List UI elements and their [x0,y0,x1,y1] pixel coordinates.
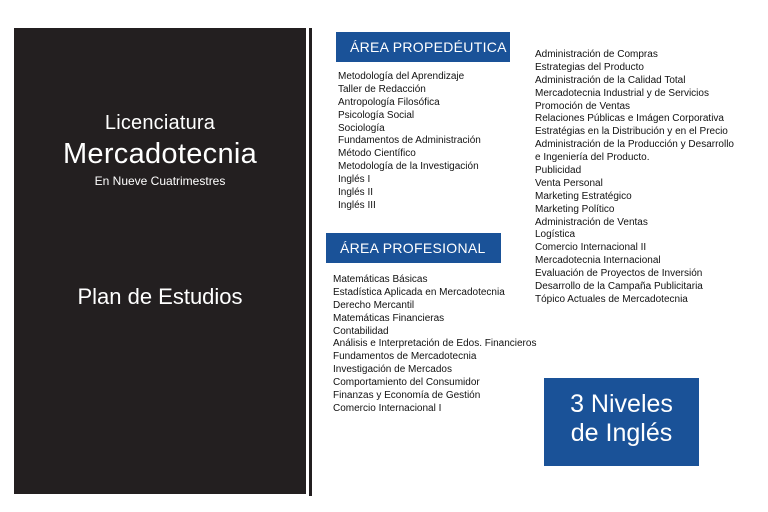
program-title: Mercadotecnia [62,138,258,170]
degree-label: Licenciatura [104,112,216,134]
subject-item: Matemáticas Financieras [333,312,445,324]
vertical-divider [309,28,312,496]
subject-item: Administración de Ventas [535,216,648,228]
subject-item: Evaluación de Proyectos de Inversión [535,268,703,280]
cover-panel [14,28,306,494]
subject-item: Análisis e Interpretación de Edos. Financieros [333,338,537,350]
heading-propedeutica: ÁREA PROPEDÉUTICA [336,32,510,62]
subject-item: Contabilidad [333,325,389,337]
english-levels-badge [544,378,699,466]
subject-item: Fundamentos de Mercadotecnia [333,351,477,363]
plan-title: Plan de Estudios [77,284,243,309]
subject-item: Estrategias del Producto [535,61,644,73]
subject-item: Antropología Filosófica [338,96,440,108]
subject-item: Metodología de la Investigación [338,161,479,173]
subject-item: Método Científico [338,148,416,160]
subject-item: Desarrollo de la Campaña Publicitaria [535,281,703,293]
subject-item: Publicidad [535,165,582,177]
subject-item: Derecho Mercantil [333,299,415,311]
subject-item: Logística [535,229,576,241]
subject-item: Comportamiento del Consumidor [333,377,480,389]
subject-item: Estratégias en la Distribución y en el Precio [535,126,728,138]
subject-item: Tópico Actuales de Mercadotecnia [535,293,688,305]
subject-item: Relaciones Públicas e Imágen Corporativa [535,113,724,125]
subject-item: Promoción de Ventas [535,100,631,112]
profesional-list [333,274,536,416]
subject-item: Comercio Internacional II [535,242,647,254]
subject-item: Marketing Estratégico [535,190,632,202]
subject-item: Sociología [338,122,385,134]
subject-item: Inglés I [338,174,371,186]
subject-item: Finanzas y Economía de Gestión [333,390,481,402]
subject-item: Marketing Político [535,203,615,215]
subject-item: Venta Personal [535,177,603,189]
duration-subtitle: En Nueve Cuatrimestres [94,174,226,188]
subject-item: Matemáticas Básicas [333,274,428,285]
subject-item: Psicología Social [338,109,415,121]
subject-item: Administración de Compras [535,49,658,60]
subject-item: Mercadotecnia Industrial y de Servicios [535,87,709,99]
heading-profesional: ÁREA PROFESIONAL [326,233,501,263]
badge-line-1: 3 Niveles [570,390,673,418]
subject-item: Comercio Internacional I [333,402,442,414]
subject-item: Administración de la Producción y Desarrollo [535,139,734,151]
subject-item: Inglés II [338,187,374,199]
subject-item: Fundamentos de Administración [338,135,481,147]
subject-item: Estadística Aplicada en Mercadotecnia [333,286,505,298]
subject-item: Administración de la Calidad Total [535,74,686,86]
subject-item: Taller de Redacción [338,83,426,95]
subject-item: Metodología del Aprendizaje [338,71,465,82]
badge-line-2: de Inglés [570,419,673,447]
subject-item: Mercadotecnia Internacional [535,255,661,267]
subject-item: Inglés III [338,199,376,211]
propedeutica-list [338,71,481,213]
advanced-subjects-list [535,49,734,307]
subject-item: e Ingeniería del Producto. [535,152,650,164]
subject-item: Investigación de Mercados [333,364,452,376]
